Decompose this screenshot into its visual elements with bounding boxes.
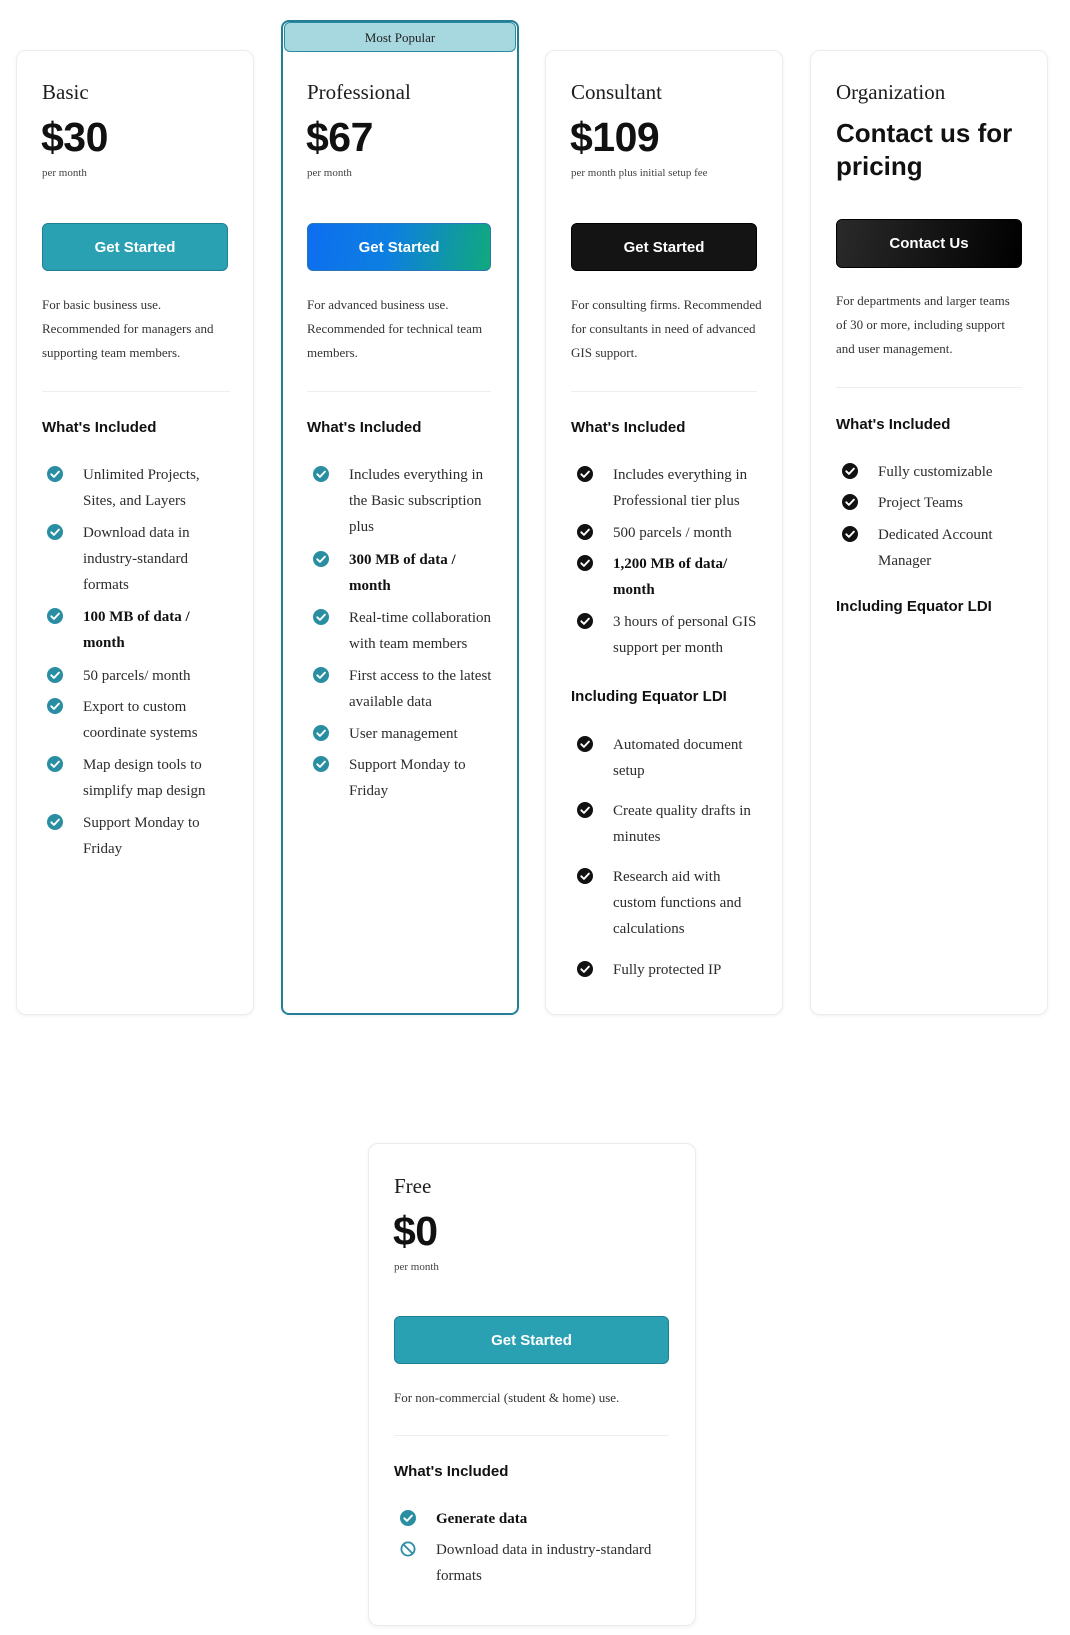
feature-item: 500 parcels / month bbox=[577, 520, 767, 546]
feature-item: Support Monday to Friday bbox=[313, 752, 498, 804]
get-started-button-professional[interactable]: Get Started bbox=[307, 223, 491, 271]
plan-description: For consulting firms. Recommended for consultants in need of advanced GIS support. bbox=[571, 297, 762, 360]
feature-item: First access to the latest available data bbox=[313, 663, 498, 715]
get-started-button-free[interactable]: Get Started bbox=[394, 1316, 669, 1364]
feature-item: Create quality drafts in minutes bbox=[577, 798, 767, 850]
check-circle-icon bbox=[577, 961, 593, 977]
check-circle-icon bbox=[313, 551, 329, 567]
plan-name: Consultant bbox=[571, 80, 663, 104]
feature-item: 300 MB of data / month bbox=[313, 547, 498, 599]
feature-item: 1,200 MB of data/ month bbox=[577, 551, 767, 603]
check-circle-icon bbox=[577, 736, 593, 752]
check-circle-icon bbox=[577, 524, 593, 540]
divider bbox=[42, 391, 230, 392]
check-circle-icon bbox=[313, 466, 329, 482]
plan-name: Free bbox=[394, 1174, 432, 1198]
plan-description: For departments and larger teams of 30 or more, including support and user management. bbox=[836, 293, 1010, 356]
plan-period: per month plus initial setup fee bbox=[571, 167, 708, 179]
check-circle-icon bbox=[313, 667, 329, 683]
feature-item: Generate data bbox=[400, 1506, 670, 1532]
check-circle-icon bbox=[577, 466, 593, 482]
check-circle-icon bbox=[47, 698, 63, 714]
feature-item: Real-time collaboration with team members bbox=[313, 605, 498, 657]
plan-price: $109 bbox=[570, 114, 660, 160]
check-circle-icon bbox=[47, 756, 63, 772]
plan-description: For basic business use. Recommended for managers and supporting team members. bbox=[42, 297, 214, 360]
check-circle-icon bbox=[47, 814, 63, 830]
feature-item: Download data in industry-standard formats bbox=[400, 1537, 670, 1589]
prohibited-icon bbox=[400, 1541, 416, 1557]
check-circle-icon bbox=[842, 463, 858, 479]
check-circle-icon bbox=[47, 608, 63, 624]
check-circle-icon bbox=[47, 466, 63, 482]
feature-item: Export to custom coordinate systems bbox=[47, 694, 227, 746]
feature-item: Dedicated Account Manager bbox=[842, 522, 1032, 574]
check-circle-icon bbox=[313, 756, 329, 772]
plan-price: $0 bbox=[393, 1208, 438, 1254]
divider bbox=[394, 1435, 669, 1436]
whats-included-heading: What's Included bbox=[42, 419, 157, 436]
feature-item: Automated document setup bbox=[577, 732, 767, 784]
plan-period: per month bbox=[394, 1261, 439, 1273]
feature-item: 3 hours of personal GIS support per month bbox=[577, 609, 767, 661]
plan-name: Organization bbox=[836, 80, 946, 104]
whats-included-heading: What's Included bbox=[836, 416, 951, 433]
feature-item: Unlimited Projects, Sites, and Layers bbox=[47, 462, 227, 514]
plan-description: For advanced business use. Recommended for technical team members. bbox=[307, 297, 483, 360]
divider bbox=[571, 391, 757, 392]
divider bbox=[307, 391, 491, 392]
plan-name: Basic bbox=[42, 80, 89, 104]
feature-item: 50 parcels/ month bbox=[47, 663, 227, 689]
feature-item: Includes everything in Professional tier plus bbox=[577, 462, 767, 514]
check-circle-icon bbox=[47, 667, 63, 683]
feature-item: Map design tools to simplify map design bbox=[47, 752, 227, 804]
equator-ldi-heading: Including Equator LDI bbox=[571, 688, 727, 705]
feature-item: Fully protected IP bbox=[577, 957, 767, 983]
get-started-button-consultant[interactable]: Get Started bbox=[571, 223, 757, 271]
divider bbox=[836, 387, 1022, 388]
whats-included-heading: What's Included bbox=[307, 419, 422, 436]
most-popular-badge: Most Popular bbox=[284, 22, 516, 52]
check-circle-icon bbox=[842, 494, 858, 510]
check-circle-icon bbox=[577, 613, 593, 629]
whats-included-heading: What's Included bbox=[394, 1463, 509, 1480]
check-circle-icon bbox=[313, 725, 329, 741]
plan-period: per month bbox=[307, 167, 352, 179]
whats-included-heading: What's Included bbox=[571, 419, 686, 436]
check-circle-icon bbox=[47, 524, 63, 540]
plan-price: $67 bbox=[306, 114, 373, 160]
feature-item: Support Monday to Friday bbox=[47, 810, 227, 862]
plan-price: $30 bbox=[41, 114, 108, 160]
contact-us-button[interactable]: Contact Us bbox=[836, 219, 1022, 268]
plan-name: Professional bbox=[307, 80, 411, 104]
pricing-heading: Contact us for pricing bbox=[836, 118, 1013, 181]
feature-item: Includes everything in the Basic subscription plus bbox=[313, 462, 498, 540]
feature-item: 100 MB of data / month bbox=[47, 604, 227, 656]
feature-item: User management bbox=[313, 721, 498, 747]
feature-item: Download data in industry-standard formats bbox=[47, 520, 227, 598]
plan-period: per month bbox=[42, 167, 87, 179]
get-started-button-basic[interactable]: Get Started bbox=[42, 223, 228, 271]
equator-ldi-heading: Including Equator LDI bbox=[836, 598, 992, 615]
check-circle-icon bbox=[842, 526, 858, 542]
feature-item: Project Teams bbox=[842, 490, 1032, 516]
plan-description: For non-commercial (student & home) use. bbox=[394, 1390, 620, 1405]
check-circle-icon bbox=[577, 802, 593, 818]
check-circle-icon bbox=[400, 1510, 416, 1526]
feature-item: Research aid with custom functions and calculations bbox=[577, 864, 767, 942]
check-circle-icon bbox=[577, 868, 593, 884]
check-circle-icon bbox=[577, 555, 593, 571]
feature-item: Fully customizable bbox=[842, 459, 1032, 485]
check-circle-icon bbox=[313, 609, 329, 625]
